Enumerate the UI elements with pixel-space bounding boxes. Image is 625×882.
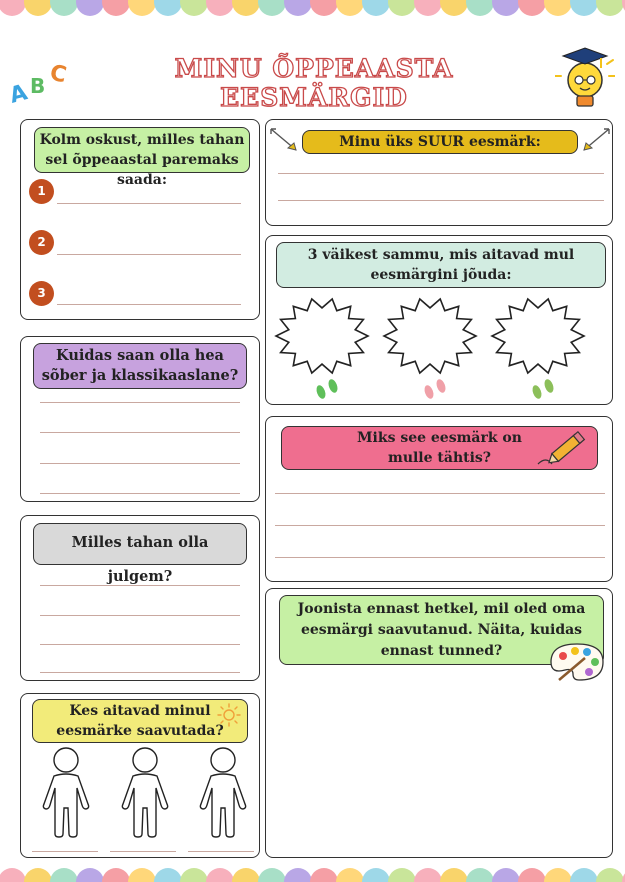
scallop-dot [388, 868, 416, 882]
top-scallop-border [0, 0, 625, 22]
skills-prompt: Kolm oskust, milles tahan sel õppeaastal paremaks saada: [34, 127, 250, 173]
scallop-dot [336, 0, 364, 16]
skill-2-writing-line[interactable] [57, 254, 241, 255]
big-goal-writing-line-1[interactable] [278, 173, 604, 174]
scallop-dot [440, 0, 468, 16]
scallop-dot [154, 0, 182, 16]
scallop-dot [414, 0, 442, 16]
scallop-dot [596, 868, 624, 882]
scallop-dot [440, 868, 468, 882]
scallop-dot [570, 868, 598, 882]
burst-shape-icon[interactable] [274, 296, 370, 376]
scallop-dot [76, 0, 104, 16]
steps-prompt: 3 väikest sammu, mis aitavad mul eesmärgini jõuda: [276, 242, 606, 288]
scallop-dot [284, 0, 312, 16]
person-outline-icon [117, 746, 173, 838]
scallop-dot [50, 868, 78, 882]
friend-prompt: Kuidas saan olla hea sõber ja klassikaaslane? [33, 343, 247, 389]
scallop-dot [258, 0, 286, 16]
draw-prompt: Joonista ennast hetkel, mil oled oma eesmärgi saavutanud. Näita, kuidas ennast tunned? [279, 595, 604, 665]
scallop-dot [310, 868, 338, 882]
scallop-dot [24, 868, 52, 882]
burst-shape-icon[interactable] [382, 296, 478, 376]
scallop-dot [258, 868, 286, 882]
person-outline-icon [195, 746, 251, 838]
bottom-scallop-border [0, 860, 625, 882]
page-title: MINU ÕPPEAASTA EESMÄRGID [174, 54, 454, 112]
brave-writing-line-2[interactable] [40, 615, 240, 616]
scallop-dot [180, 868, 208, 882]
footprints-icon [528, 377, 558, 401]
person-outline-icon [38, 746, 94, 838]
scallop-dot [518, 868, 546, 882]
scallop-dot [128, 868, 156, 882]
brave-writing-line-1[interactable] [40, 585, 240, 586]
scallop-dot [466, 868, 494, 882]
scallop-dot [310, 0, 338, 16]
scallop-dot [284, 868, 312, 882]
scallop-dot [232, 868, 260, 882]
scallop-dot [24, 0, 52, 16]
scallop-dot [492, 868, 520, 882]
why-writing-line-2[interactable] [275, 525, 605, 526]
skill-number-3: 3 [29, 281, 54, 306]
footprints-icon [420, 377, 450, 401]
scallop-dot [0, 868, 26, 882]
why-writing-line-1[interactable] [275, 493, 605, 494]
paint-palette-icon [545, 640, 607, 684]
scallop-dot [388, 0, 416, 16]
abc-letter-b: B [30, 74, 46, 98]
scallop-dot [596, 0, 624, 16]
friend-writing-line-3[interactable] [40, 463, 240, 464]
scallop-dot [544, 0, 572, 16]
graduation-bulb-icon [555, 46, 615, 114]
pencil-icon [536, 426, 590, 470]
abc-letter-c: C [47, 60, 69, 89]
skill-number-2: 2 [29, 230, 54, 255]
friend-writing-line-1[interactable] [40, 402, 240, 403]
abc-letters-icon [7, 60, 80, 112]
why-writing-line-3[interactable] [275, 557, 605, 558]
skill-3-writing-line[interactable] [57, 304, 241, 305]
scallop-dot [128, 0, 156, 16]
scallop-dot [336, 868, 364, 882]
scallop-dot [518, 0, 546, 16]
big-goal-writing-line-2[interactable] [278, 200, 604, 201]
big-goal-prompt: Minu üks SUUR eesmärk: [302, 130, 578, 154]
arrow-icon [268, 126, 300, 154]
scallop-dot [570, 0, 598, 16]
footprints-icon [312, 377, 342, 401]
scallop-dot [414, 868, 442, 882]
scallop-dot [492, 0, 520, 16]
helper-1-name-line[interactable] [32, 851, 98, 852]
scallop-dot [206, 0, 234, 16]
sun-icon [216, 702, 242, 728]
abc-letter-a: A [7, 80, 30, 109]
helper-2-name-line[interactable] [110, 851, 176, 852]
burst-shape-icon[interactable] [490, 296, 586, 376]
scallop-dot [206, 868, 234, 882]
arrow-icon [580, 126, 612, 154]
skill-1-writing-line[interactable] [57, 203, 241, 204]
friend-writing-line-2[interactable] [40, 432, 240, 433]
skill-number-1: 1 [29, 179, 54, 204]
why-prompt: Miks see eesmärk on mulle tähtis? [281, 426, 598, 470]
helpers-prompt: Kes aitavad minul eesmärke saavutada? [32, 699, 248, 743]
scallop-dot [102, 868, 130, 882]
scallop-dot [544, 868, 572, 882]
brave-writing-line-3[interactable] [40, 644, 240, 645]
scallop-dot [154, 868, 182, 882]
brave-prompt: Milles tahan olla julgem? [33, 523, 247, 565]
scallop-dot [232, 0, 260, 16]
scallop-dot [76, 868, 104, 882]
scallop-dot [102, 0, 130, 16]
scallop-dot [362, 0, 390, 16]
scallop-dot [50, 0, 78, 16]
scallop-dot [180, 0, 208, 16]
helper-3-name-line[interactable] [188, 851, 254, 852]
scallop-dot [466, 0, 494, 16]
brave-writing-line-4[interactable] [40, 672, 240, 673]
scallop-dot [362, 868, 390, 882]
friend-writing-line-4[interactable] [40, 493, 240, 494]
scallop-dot [0, 0, 26, 16]
